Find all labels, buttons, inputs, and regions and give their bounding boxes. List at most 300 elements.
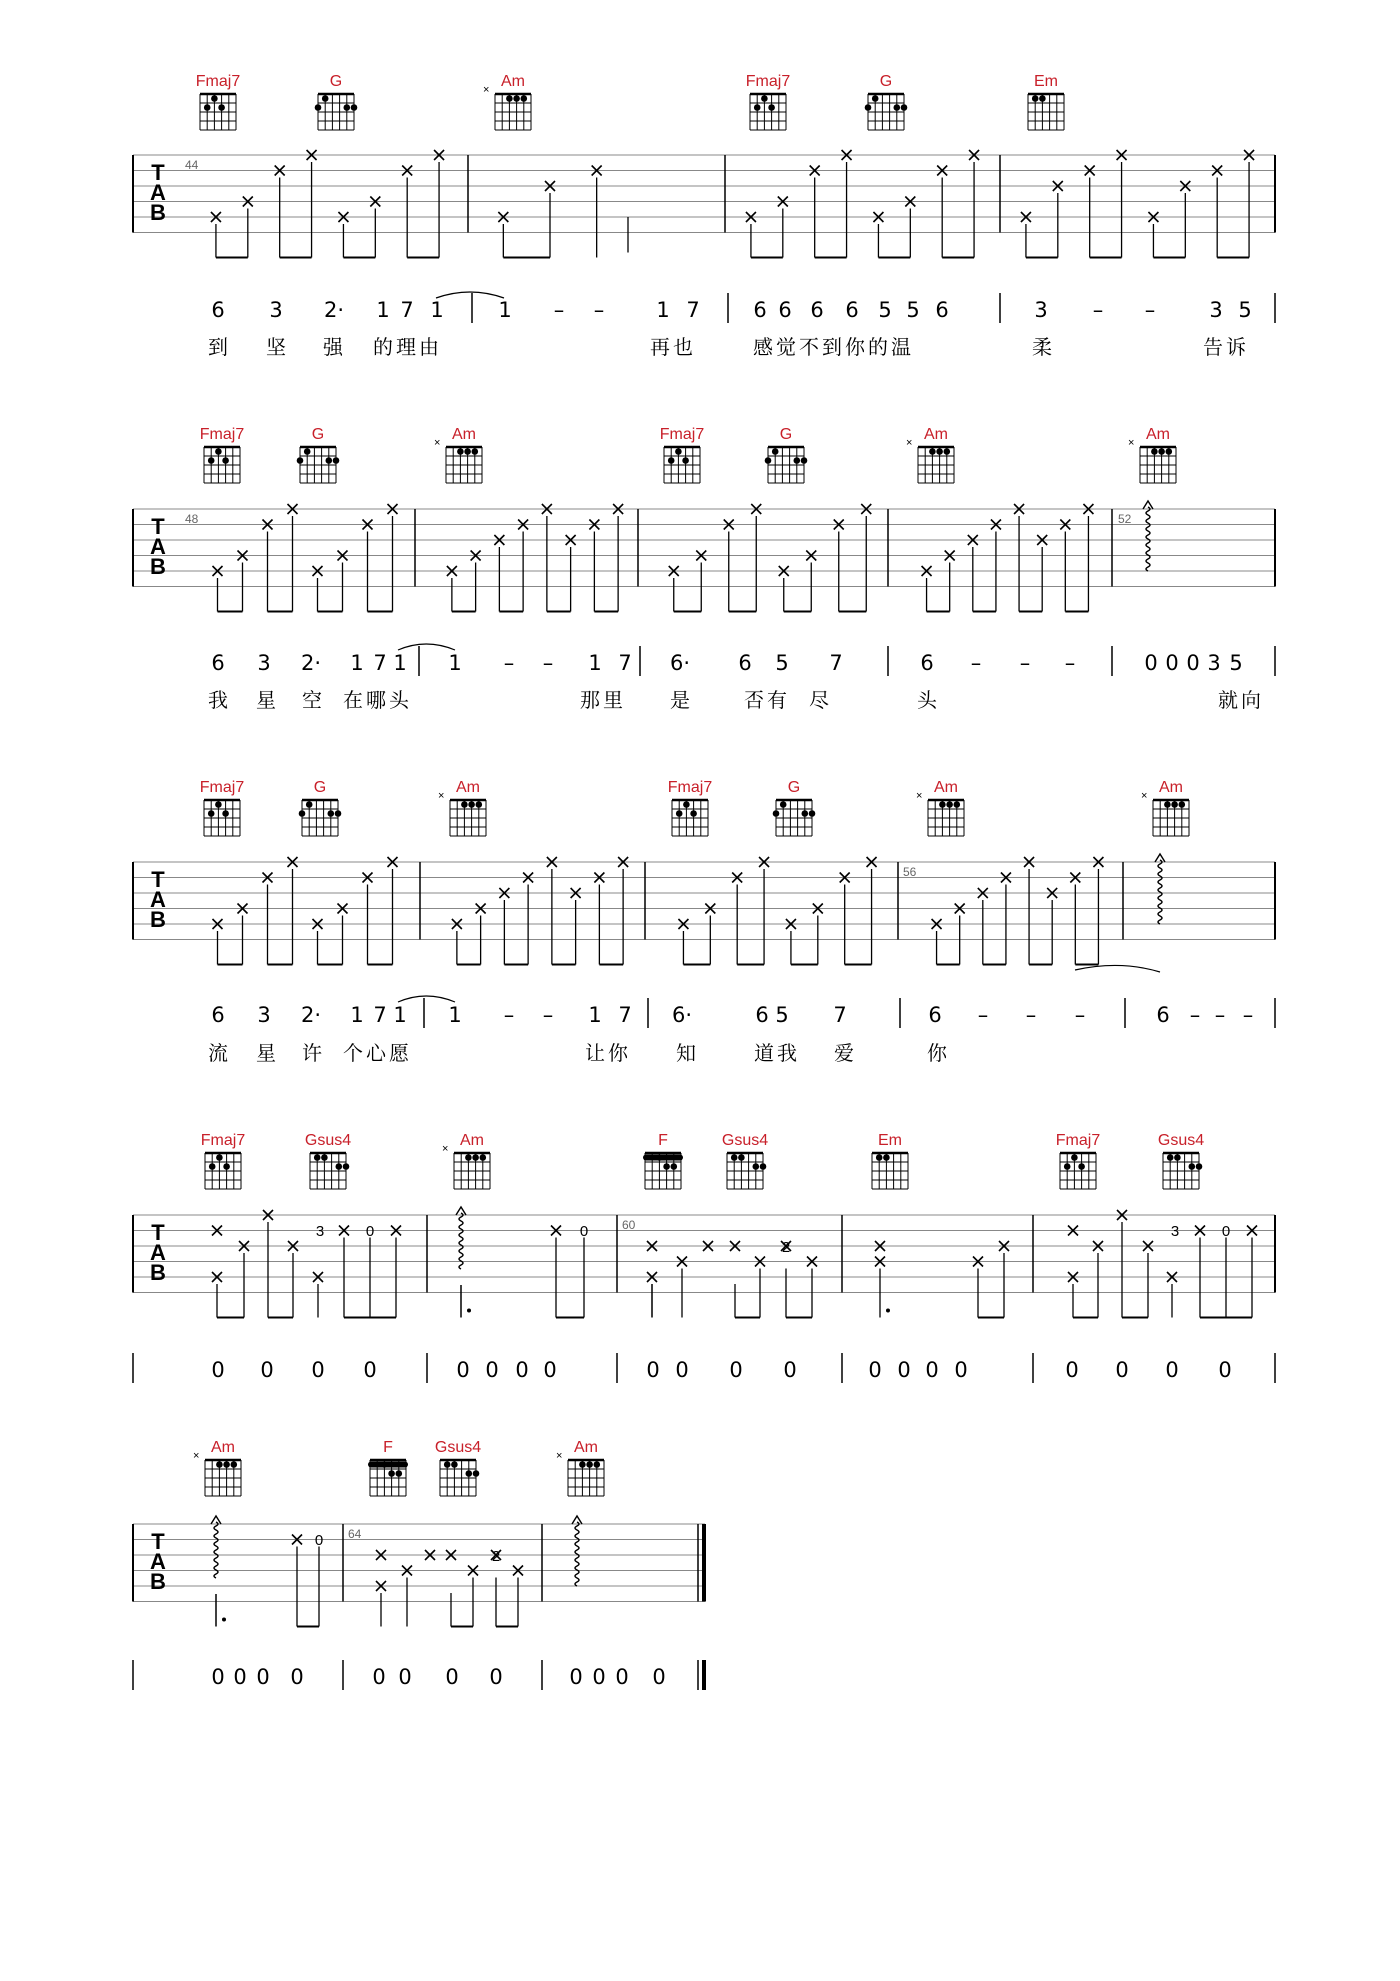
finger-dot <box>336 1163 343 1170</box>
jianpu-note: 0 <box>445 1665 459 1689</box>
finger-dot <box>894 104 901 111</box>
finger-dot <box>1174 1154 1181 1161</box>
jianpu-note: 1 <box>350 651 364 675</box>
tab-fret-number: 0 <box>1221 1223 1231 1240</box>
lyric-text: 爱 <box>834 1041 857 1065</box>
finger-dot <box>473 1470 480 1477</box>
mute-mark: × <box>1141 790 1148 802</box>
finger-dot <box>321 1154 328 1161</box>
jianpu-note: – <box>553 298 565 322</box>
lyric-text: 是 <box>670 688 693 712</box>
finger-dot <box>676 810 683 817</box>
chord-diagram <box>668 779 713 836</box>
jianpu-note: 1 <box>588 651 602 675</box>
jianpu-note: 2· <box>300 1003 322 1027</box>
finger-dot <box>1179 801 1186 808</box>
arpeggio-arrow <box>211 1516 221 1524</box>
jianpu-note: 7 <box>829 651 843 675</box>
lyric-text: 再也 <box>650 335 696 359</box>
measure-number: 64 <box>348 1527 362 1541</box>
jianpu-note: 6 <box>928 1003 942 1027</box>
finger-dot <box>780 801 787 808</box>
finger-dot <box>472 448 479 455</box>
finger-dot <box>472 1154 479 1161</box>
finger-dot <box>761 95 768 102</box>
jianpu-note: 7 <box>618 1003 632 1027</box>
jianpu-note: 6 <box>778 298 792 322</box>
jianpu-note: 5 <box>1229 651 1243 675</box>
chord-name: G <box>329 73 343 90</box>
finger-dot <box>480 1154 487 1161</box>
chord-name: Am <box>452 426 476 443</box>
lyric-text: 告诉 <box>1203 335 1249 359</box>
finger-dot <box>513 95 520 102</box>
jianpu-note: 6 <box>845 298 859 322</box>
jianpu-note: 3 <box>1209 298 1223 322</box>
finger-dot <box>328 810 335 817</box>
finger-dot <box>760 1163 767 1170</box>
finger-dot <box>1171 801 1178 808</box>
jianpu-note: 6 <box>753 298 767 322</box>
tab-clef-letter: B <box>150 200 166 225</box>
finger-dot <box>208 457 215 464</box>
lyric-text: 头 <box>917 688 940 712</box>
finger-dot <box>1064 1163 1071 1170</box>
jianpu-note: – <box>542 1003 554 1027</box>
jianpu-note: 0 <box>489 1665 503 1689</box>
jianpu-note: 1 <box>448 651 462 675</box>
mute-mark: × <box>556 1450 563 1462</box>
finger-dot <box>506 95 513 102</box>
chord-diagram <box>746 73 791 130</box>
lyric-text: 你 <box>927 1041 950 1065</box>
lyric-text: 那里 <box>580 688 626 712</box>
measure-number: 48 <box>185 512 199 526</box>
jianpu-note: 1 <box>393 1003 407 1027</box>
finger-dot <box>683 801 690 808</box>
jianpu-note: 1 <box>656 298 670 322</box>
arpeggio-arrow <box>1143 501 1153 509</box>
jianpu-note: – <box>1214 1003 1226 1027</box>
jianpu-note: 0 <box>543 1358 557 1382</box>
chord-name: Am <box>460 1132 484 1149</box>
chord-name: Fmaj7 <box>1055 1132 1101 1149</box>
finger-dot <box>314 1154 321 1161</box>
arpeggio-wave <box>575 1522 579 1586</box>
jianpu-note: 0 <box>211 1358 225 1382</box>
tie-arc <box>436 292 504 298</box>
chord-name: Am <box>456 779 480 796</box>
finger-dot <box>315 104 322 111</box>
jianpu-note: 3 <box>257 1003 271 1027</box>
tab-clef-letter: B <box>150 1569 166 1594</box>
jianpu-note: 5 <box>906 298 920 322</box>
chord-diagram <box>434 426 482 483</box>
finger-dot <box>444 1461 451 1468</box>
jianpu-note: 6 <box>755 1003 769 1027</box>
jianpu-note: 0 <box>398 1665 412 1689</box>
jianpu-note: 5 <box>1238 298 1252 322</box>
finger-dot <box>209 1163 216 1170</box>
finger-dot <box>765 457 772 464</box>
jianpu-note: 6 <box>920 651 934 675</box>
tab-clef-letter: T <box>151 1220 165 1245</box>
finger-dot <box>801 457 808 464</box>
tab-fret-number: 0 <box>579 1223 589 1240</box>
mute-mark: × <box>442 1143 449 1155</box>
tab-fret-number: 2 <box>491 1548 501 1565</box>
chord-diagram <box>765 426 808 483</box>
chord-name: G <box>779 426 793 443</box>
jianpu-note: 1 <box>350 1003 364 1027</box>
jianpu-note: 0 <box>646 1358 660 1382</box>
lyric-text: 强 <box>323 335 346 359</box>
jianpu-note: 7 <box>618 651 632 675</box>
jianpu-note: 0 <box>1165 1358 1179 1382</box>
arpeggio-wave <box>1158 860 1162 924</box>
jianpu-note: 0 <box>311 1358 325 1382</box>
finger-dot <box>586 1461 593 1468</box>
finger-dot <box>344 104 351 111</box>
lyric-text: 尽 <box>809 688 832 712</box>
jianpu-note: 0 <box>1115 1358 1129 1382</box>
finger-dot <box>1158 448 1165 455</box>
jianpu-note: 1 <box>393 651 407 675</box>
chord-name: Fmaj7 <box>745 73 791 90</box>
jianpu-note: – <box>970 651 982 675</box>
finger-dot <box>396 1470 403 1477</box>
arpeggio-wave <box>1146 507 1150 571</box>
finger-dot <box>944 448 951 455</box>
chord-diagram <box>865 73 908 130</box>
finger-dot <box>208 810 215 817</box>
jianpu-note: 3 <box>1034 298 1048 322</box>
jianpu-note: – <box>1144 298 1156 322</box>
finger-dot <box>351 104 358 111</box>
tab-system <box>133 854 1275 1065</box>
chord-diagram <box>643 1132 683 1189</box>
jianpu-note: 2· <box>323 298 345 322</box>
jianpu-note: 0 <box>1218 1358 1232 1382</box>
finger-dot <box>772 448 779 455</box>
mute-mark: × <box>438 790 445 802</box>
chord-name: Fmaj7 <box>667 779 713 796</box>
lyric-text: 许 <box>302 1041 325 1065</box>
finger-dot <box>215 448 222 455</box>
measure-number: 52 <box>1118 512 1132 526</box>
jianpu-note: 0 <box>456 1358 470 1382</box>
finger-dot <box>211 95 218 102</box>
finger-dot <box>1151 448 1158 455</box>
tab-clef-letter: B <box>150 554 166 579</box>
jianpu-note: 0 <box>485 1358 499 1382</box>
jianpu-note: 0 <box>592 1665 606 1689</box>
mute-mark: × <box>916 790 923 802</box>
lyric-text: 在哪头 <box>343 688 412 712</box>
chord-name: Fmaj7 <box>199 426 245 443</box>
finger-dot <box>883 1154 890 1161</box>
tab-clef-letter: A <box>150 1549 166 1574</box>
jianpu-note: 0 <box>925 1358 939 1382</box>
chord-diagram <box>442 1132 490 1189</box>
chord-name: Fmaj7 <box>200 1132 246 1149</box>
chord-name: Gsus4 <box>434 1439 482 1456</box>
jianpu-note: 2· <box>300 651 322 675</box>
finger-dot <box>304 448 311 455</box>
jianpu-note: 3 <box>257 651 271 675</box>
finger-dot <box>668 457 675 464</box>
chord-diagram <box>1141 779 1189 836</box>
jianpu-note: 0 <box>256 1665 270 1689</box>
finger-dot <box>872 95 879 102</box>
finger-dot <box>476 801 483 808</box>
chord-name: Am <box>934 779 958 796</box>
finger-dot <box>464 448 471 455</box>
tab-fret-number: 3 <box>1170 1223 1180 1240</box>
jianpu-note: 0 <box>372 1665 386 1689</box>
finger-dot <box>1032 95 1039 102</box>
chord-name: Gsus4 <box>1157 1132 1205 1149</box>
chord-name: F <box>658 1132 668 1149</box>
finger-dot <box>663 1163 670 1170</box>
mute-mark: × <box>193 1450 200 1462</box>
chord-name: Am <box>1146 426 1170 443</box>
lyric-text: 空 <box>302 688 325 712</box>
chord-diagram <box>722 1132 768 1189</box>
mute-mark: × <box>434 437 441 449</box>
dot <box>886 1309 890 1313</box>
lyric-text: 的理由 <box>373 335 442 359</box>
jianpu-note: 7 <box>686 298 700 322</box>
chord-name: Fmaj7 <box>199 779 245 796</box>
jianpu-note: 6 <box>935 298 949 322</box>
chord-name: Fmaj7 <box>195 73 241 90</box>
barre <box>368 1462 408 1468</box>
chord-diagram <box>556 1439 604 1496</box>
tab-clef-letter: B <box>150 907 166 932</box>
finger-dot <box>876 1154 883 1161</box>
jianpu-note: – <box>503 651 515 675</box>
tab-clef-letter: T <box>151 1529 165 1554</box>
lyric-text: 流 <box>208 1041 231 1065</box>
mute-mark: × <box>906 437 913 449</box>
jianpu-note: – <box>593 298 605 322</box>
chord-diagram <box>299 779 342 836</box>
finger-dot <box>929 448 936 455</box>
arpeggio-wave <box>459 1213 463 1269</box>
chord-name: Fmaj7 <box>659 426 705 443</box>
finger-dot <box>335 810 342 817</box>
finger-dot <box>754 104 761 111</box>
chord-name: Am <box>501 73 525 90</box>
chord-diagram <box>872 1132 908 1189</box>
dot <box>467 1309 471 1313</box>
finger-dot <box>215 801 222 808</box>
jianpu-note: 0 <box>954 1358 968 1382</box>
lyric-text: 到 <box>208 335 231 359</box>
jianpu-note: 0 <box>569 1665 583 1689</box>
jianpu-note: 0 <box>729 1358 743 1382</box>
finger-dot <box>768 104 775 111</box>
finger-dot <box>306 801 313 808</box>
jianpu-note: 6 <box>1156 1003 1170 1027</box>
mute-mark: × <box>483 84 490 96</box>
finger-dot <box>457 448 464 455</box>
jianpu-note: 6 <box>211 1003 225 1027</box>
finger-dot <box>1166 448 1173 455</box>
jianpu-note: 6· <box>671 1003 693 1027</box>
chord-name: Am <box>924 426 948 443</box>
tie-arc <box>398 996 455 1002</box>
jianpu-note: – <box>1025 1003 1037 1027</box>
chord-name: Em <box>1034 73 1058 90</box>
finger-dot <box>954 801 961 808</box>
tie-arc <box>398 644 455 650</box>
jianpu-note: 6 <box>211 651 225 675</box>
finger-dot <box>753 1163 760 1170</box>
chord-diagram <box>660 426 705 483</box>
jianpu-note: 0 <box>260 1358 274 1382</box>
jianpu-note: 1 <box>588 1003 602 1027</box>
chord-name: G <box>879 73 893 90</box>
jianpu-note: 0 <box>675 1358 689 1382</box>
finger-dot <box>333 457 340 464</box>
finger-dot <box>204 104 211 111</box>
jianpu-note: 5 <box>775 651 789 675</box>
finger-dot <box>451 1461 458 1468</box>
lyric-text: 就向 <box>1218 688 1264 712</box>
tab-clef-letter: T <box>151 514 165 539</box>
jianpu-note: 0 <box>211 1665 225 1689</box>
chord-diagram <box>200 779 245 836</box>
jianpu-note: 1 <box>376 298 390 322</box>
chord-name: F <box>383 1439 393 1456</box>
chord-diagram <box>200 426 245 483</box>
finger-dot <box>773 810 780 817</box>
chord-name: Em <box>878 1132 902 1149</box>
finger-dot <box>465 1154 472 1161</box>
finger-dot <box>222 810 229 817</box>
finger-dot <box>216 1461 223 1468</box>
dot <box>222 1618 226 1622</box>
chord-name: G <box>787 779 801 796</box>
finger-dot <box>802 810 809 817</box>
chord-name: Am <box>211 1439 235 1456</box>
lyric-text: 否有 <box>744 688 790 712</box>
finger-dot <box>690 810 697 817</box>
finger-dot <box>1071 1154 1078 1161</box>
jianpu-note: 7 <box>373 1003 387 1027</box>
jianpu-note: 0 <box>1144 651 1158 675</box>
mute-mark: × <box>1128 437 1135 449</box>
chord-diagram <box>916 779 964 836</box>
chord-diagram <box>435 1439 481 1496</box>
jianpu-note: 0 <box>897 1358 911 1382</box>
jianpu-note: – <box>1074 1003 1086 1027</box>
lyric-text: 柔 <box>1032 335 1055 359</box>
lyric-text: 让你 <box>585 1041 631 1065</box>
finger-dot <box>223 1461 230 1468</box>
tab-system <box>133 150 1275 359</box>
measure-number: 60 <box>622 1218 636 1232</box>
chord-diagram <box>1128 426 1176 483</box>
jianpu-note: 0 <box>515 1358 529 1382</box>
finger-dot <box>1167 1154 1174 1161</box>
finger-dot <box>656 1154 663 1161</box>
lyric-text: 个心愿 <box>343 1041 412 1065</box>
finger-dot <box>218 104 225 111</box>
jianpu-note: 1 <box>448 1003 462 1027</box>
tab-fret-number: 0 <box>365 1223 375 1240</box>
chord-diagram <box>906 426 954 483</box>
jianpu-note: 0 <box>1065 1358 1079 1382</box>
barre <box>643 1155 683 1161</box>
chord-diagram <box>297 426 340 483</box>
finger-dot <box>1196 1163 1203 1170</box>
chord-name: Gsus4 <box>304 1132 352 1149</box>
jianpu-note: 0 <box>233 1665 247 1689</box>
jianpu-note: 3 <box>269 298 283 322</box>
chord-diagram <box>315 73 358 130</box>
chord-name: Am <box>574 1439 598 1456</box>
chord-diagram <box>773 779 816 836</box>
tab-clef-letter: A <box>150 887 166 912</box>
chord-diagram <box>438 779 486 836</box>
finger-dot <box>322 95 329 102</box>
finger-dot <box>1164 801 1171 808</box>
jianpu-note: 0 <box>652 1665 666 1689</box>
arpeggio-arrow <box>572 1516 582 1524</box>
lyric-text: 坚 <box>266 335 289 359</box>
tab-fret-number: 3 <box>315 1223 325 1240</box>
jianpu-note: 1 <box>498 298 512 322</box>
lyric-text: 道我 <box>754 1041 800 1065</box>
tab-system <box>133 501 1275 712</box>
chord-diagram <box>1158 1132 1204 1189</box>
finger-dot <box>381 1461 388 1468</box>
chord-name: Gsus4 <box>721 1132 769 1149</box>
finger-dot <box>299 810 306 817</box>
finger-dot <box>461 801 468 808</box>
finger-dot <box>1039 95 1046 102</box>
jianpu-note: – <box>503 1003 515 1027</box>
jianpu-note: 6 <box>211 298 225 322</box>
tab-system <box>133 1207 1275 1383</box>
chord-diagram <box>193 1439 241 1496</box>
finger-dot <box>731 1154 738 1161</box>
finger-dot <box>223 1163 230 1170</box>
finger-dot <box>936 448 943 455</box>
arpeggio-arrow <box>456 1207 466 1215</box>
jianpu-note: 0 <box>290 1665 304 1689</box>
tab-fret-number: 0 <box>314 1532 324 1549</box>
finger-dot <box>901 104 908 111</box>
tab-clef-letter: A <box>150 1240 166 1265</box>
tab-clef-letter: B <box>150 1260 166 1285</box>
arpeggio-wave <box>214 1522 218 1578</box>
finger-dot <box>939 801 946 808</box>
jianpu-note: – <box>1092 298 1104 322</box>
tab-system <box>133 1516 705 1690</box>
finger-dot <box>675 448 682 455</box>
arpeggio-arrow <box>1155 854 1165 862</box>
measure-number: 56 <box>903 865 917 879</box>
jianpu-note: – <box>542 651 554 675</box>
jianpu-note: 5 <box>878 298 892 322</box>
jianpu-note: 0 <box>615 1665 629 1689</box>
finger-dot <box>1078 1163 1085 1170</box>
chord-diagram <box>305 1132 351 1189</box>
